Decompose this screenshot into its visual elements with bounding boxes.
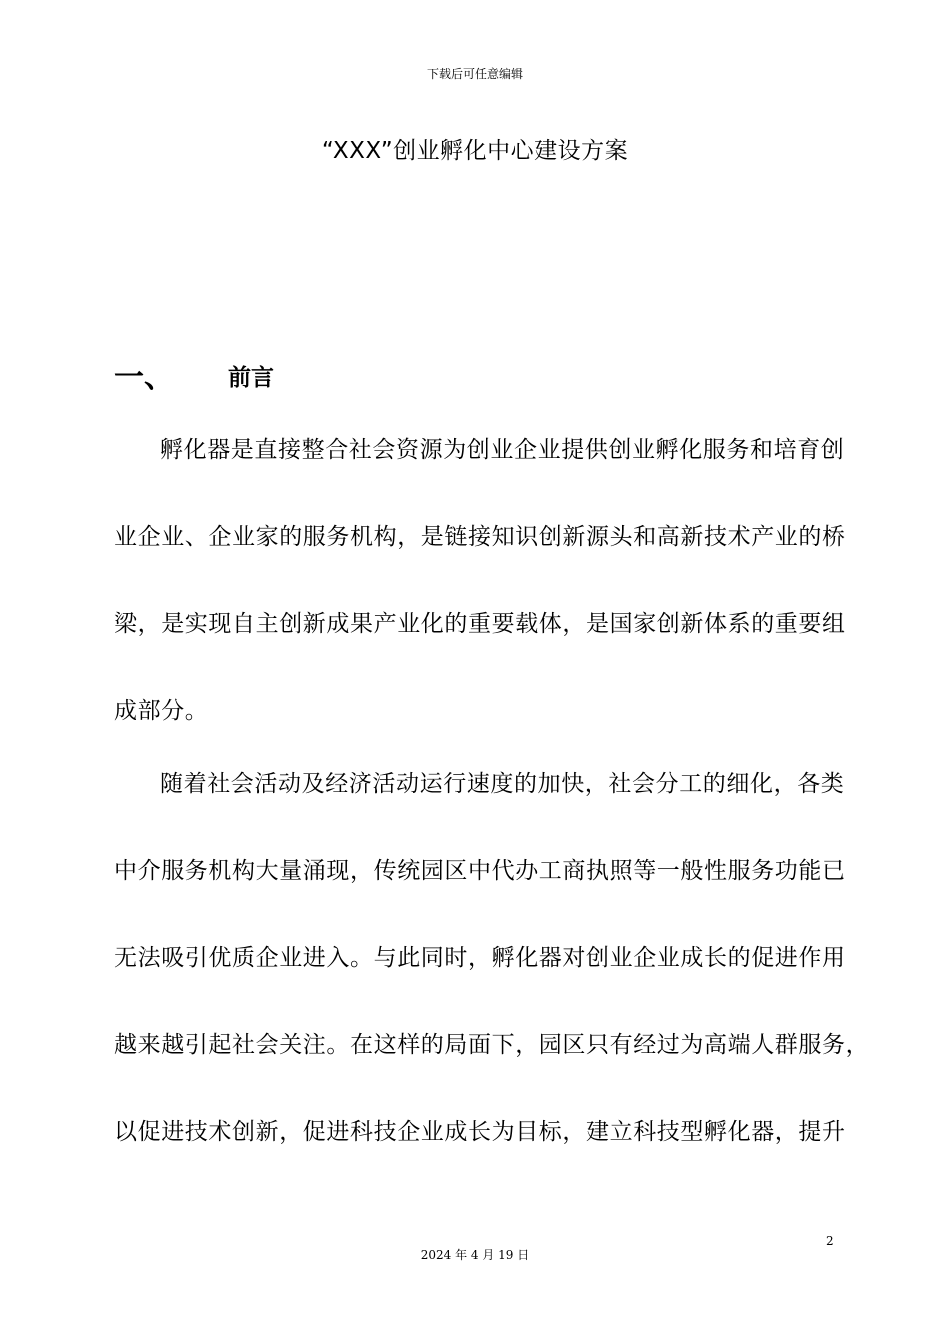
paragraph-line: 中介服务机构大量涌现，传统园区中代办工商执照等一般性服务功能已 xyxy=(114,858,846,884)
paragraph-line: 无法吸引优质企业进入。与此同时，孵化器对创业企业成长的促进作用 xyxy=(114,945,846,971)
paragraph-line: 孵化器是直接整合社会资源为创业企业提供创业孵化服务和培育创 xyxy=(160,437,845,463)
section-title: 前言 xyxy=(228,365,274,391)
page-header-note: 下载后可任意编辑 xyxy=(426,67,523,81)
paragraph-line: 随着社会活动及经济活动运行速度的加快，社会分工的细化，各类 xyxy=(160,771,845,797)
page-number: 2 xyxy=(826,1234,834,1248)
paragraph-line: 成部分。 xyxy=(114,698,209,724)
section-heading xyxy=(114,358,274,398)
paragraph-line: 梁，是实现自主创新成果产业化的重要载体，是国家创新体系的重要组 xyxy=(114,611,846,637)
document-title: “XXX”创业孵化中心建设方案 xyxy=(321,138,629,164)
page-footer-date: 2024 年 4 月 19 日 xyxy=(420,1248,530,1262)
paragraph-line: 越来越引起社会关注。在这样的局面下，园区只有经过为高端人群服务， xyxy=(114,1032,870,1058)
paragraph-line: 业企业、企业家的服务机构，是链接知识创新源头和高新技术产业的桥 xyxy=(114,524,846,550)
paragraph-line: 以促进技术创新，促进科技企业成长为目标，建立科技型孵化器，提升 xyxy=(114,1119,846,1145)
section-number: 一、 xyxy=(114,360,174,395)
